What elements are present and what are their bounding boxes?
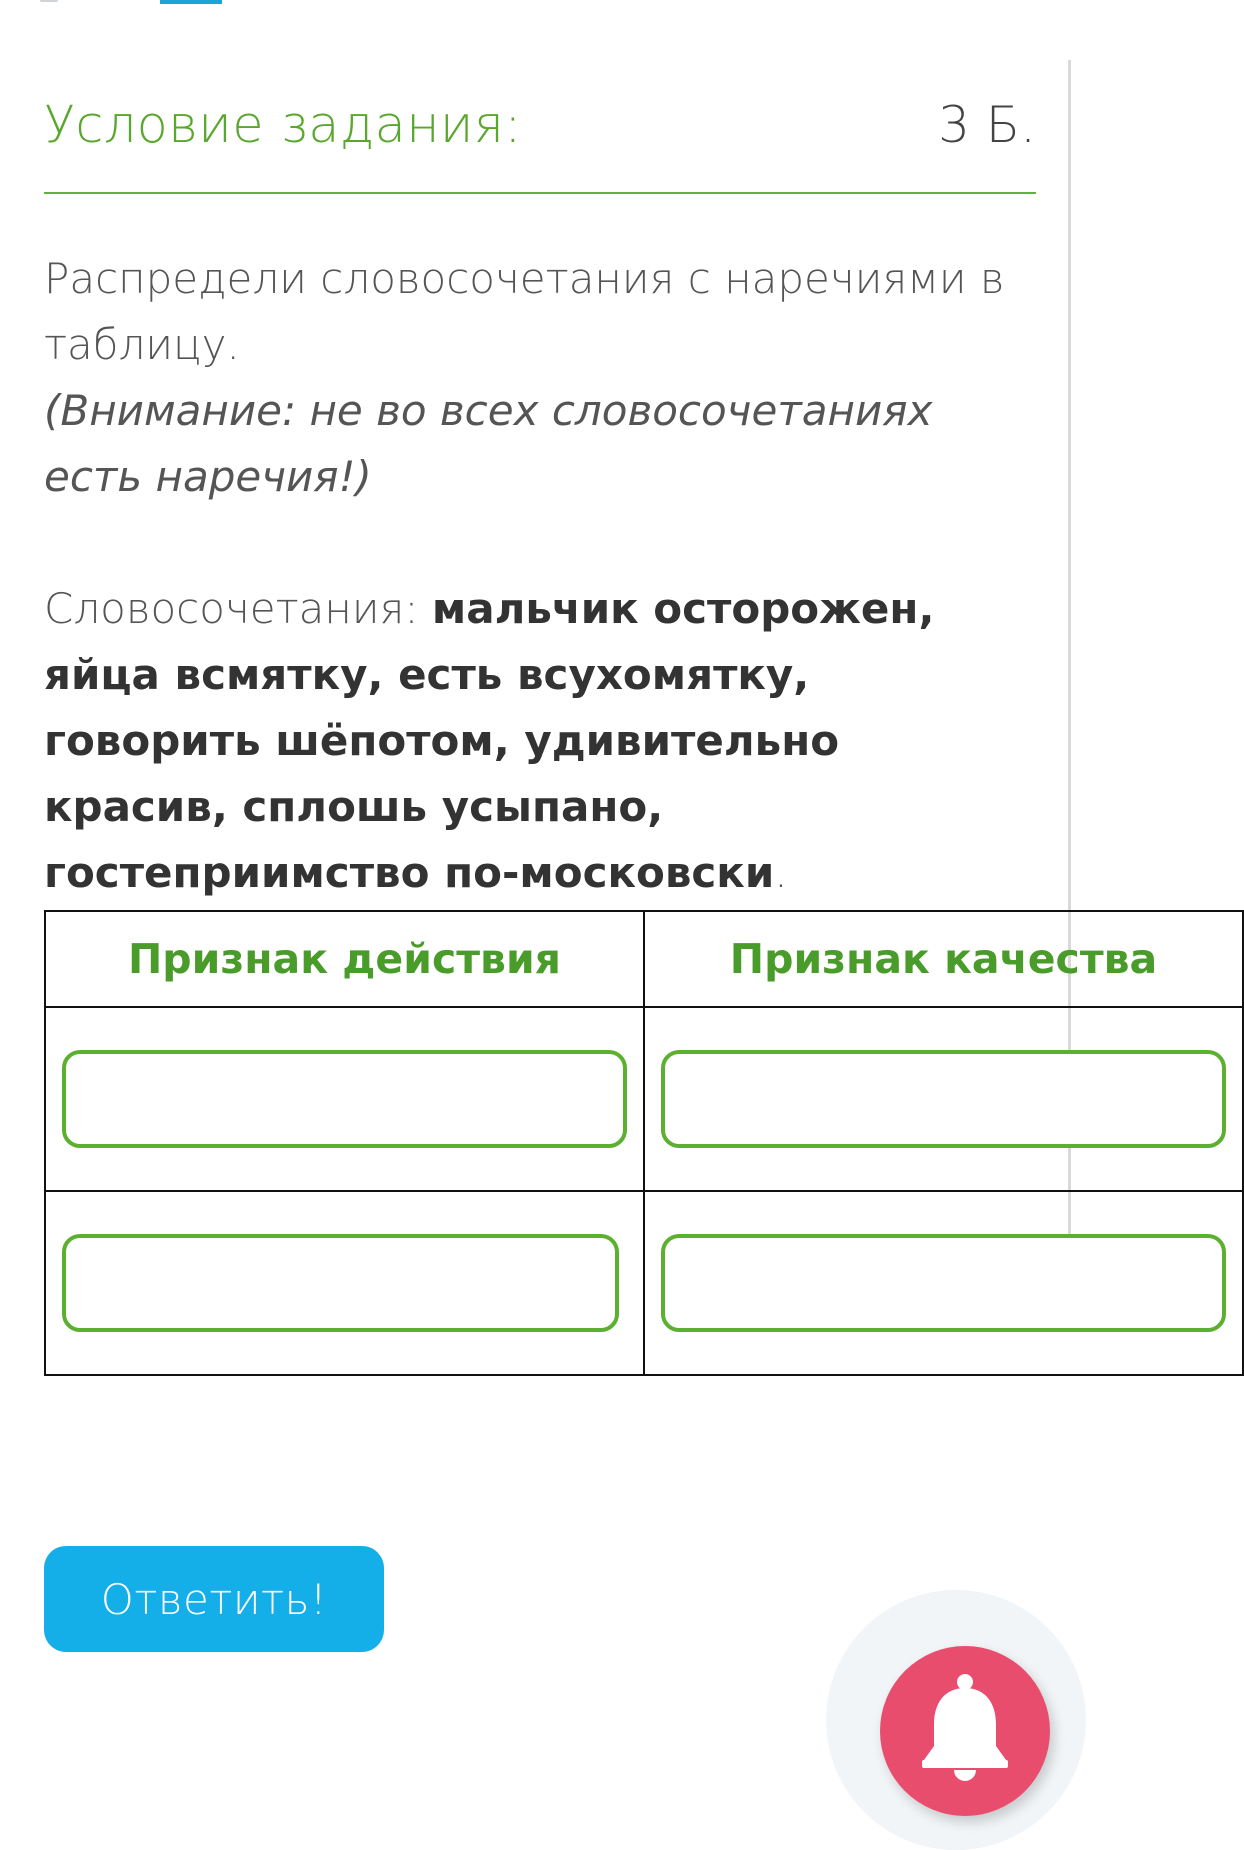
instruction-text: Распредели словосочетания с наречиями в таблицу. (44, 254, 1005, 369)
column-header-action: Признак действия (45, 911, 644, 1007)
column-header-quality: Признак качества (644, 911, 1243, 1007)
top-cutoff-fragment (40, 0, 58, 2)
notification-button[interactable] (880, 1646, 1050, 1816)
table-cell (45, 1191, 644, 1375)
task-title: Условие задания: (44, 96, 522, 155)
drop-zone-action-1[interactable] (62, 1050, 627, 1148)
table-row (45, 1007, 1243, 1191)
phrases-list: мальчик осторожен, яйца всмятку, есть всухомятку, говорить шёпотом, удивительно красив, сплошь усыпано, гостеприимство по-московски (44, 584, 935, 897)
answer-button[interactable]: Ответить! (44, 1546, 384, 1652)
phrases-label: Словосочетания: (44, 584, 432, 633)
answer-table-container (44, 910, 1158, 1378)
drop-zone-quality-2[interactable] (661, 1234, 1226, 1332)
task-header (44, 96, 1036, 194)
bell-icon (918, 1672, 1012, 1790)
drop-zone-action-2[interactable] (62, 1234, 619, 1332)
table-cell (45, 1007, 644, 1191)
answer-table (44, 910, 1244, 1376)
table-row (45, 1191, 1243, 1375)
table-header-row (45, 911, 1243, 1007)
phrases-paragraph (44, 576, 1034, 906)
task-points: 3 Б. (938, 96, 1036, 154)
task-instruction (44, 246, 1034, 510)
drop-zone-quality-1[interactable] (661, 1050, 1226, 1148)
phrases-end: . (774, 848, 788, 897)
top-cutoff-link[interactable] (160, 0, 222, 4)
table-cell (644, 1007, 1243, 1191)
instruction-note: (Внимание: не во всех словосочетаниях есть наречия!) (44, 386, 933, 501)
table-cell (644, 1191, 1243, 1375)
